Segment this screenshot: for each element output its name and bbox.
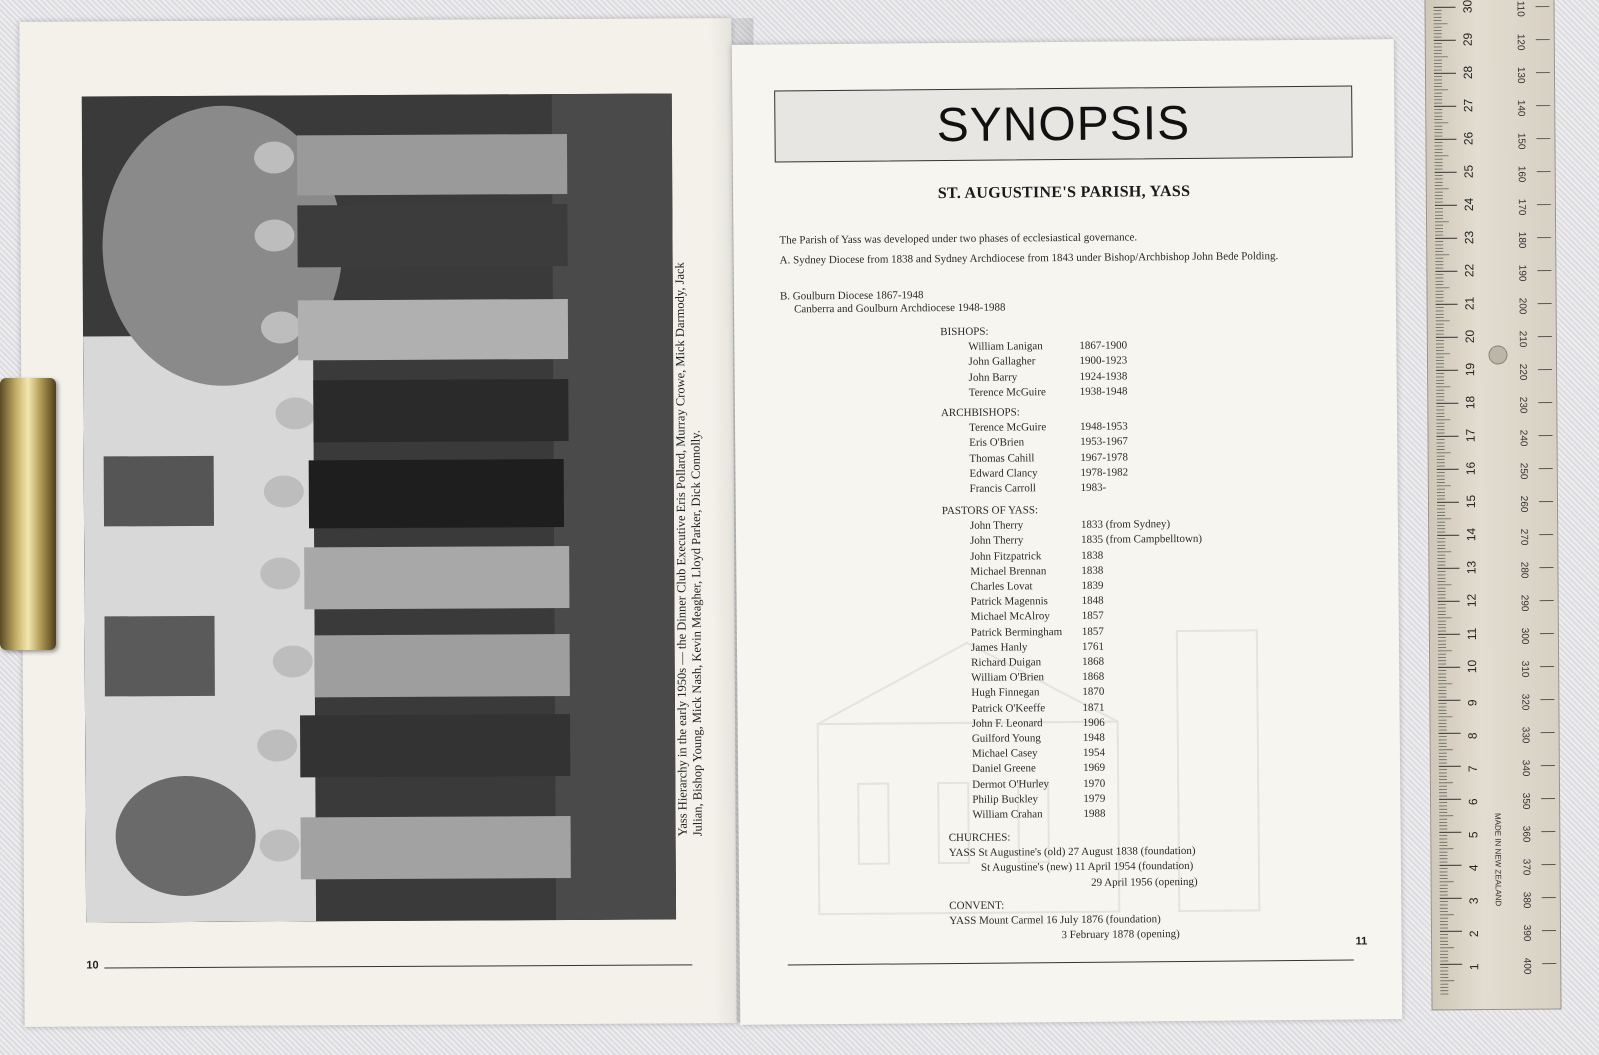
ruler-mm-label: 300 xyxy=(1518,627,1530,645)
ruler-cm-label: 25 xyxy=(1461,164,1476,179)
ruler-cm-label: 21 xyxy=(1462,296,1477,311)
page-number-right: 11 xyxy=(1355,935,1368,948)
ruler-cm-label: 10 xyxy=(1465,659,1480,674)
pastor-years: 1954 xyxy=(1082,746,1105,760)
bishops-section xyxy=(940,321,1361,401)
pastor-name: William O'Brien xyxy=(971,671,1045,685)
churches-line-2: St Augustine's (new) 11 April 1954 (foundation) xyxy=(980,860,1194,875)
pastor-years: 1871 xyxy=(1082,701,1105,714)
pastor-name: John F. Leonard xyxy=(971,717,1043,730)
ruler-cm-label: 15 xyxy=(1463,494,1479,509)
pastor-years: 1969 xyxy=(1083,762,1106,775)
ruler-mm-label: 400 xyxy=(1521,957,1533,975)
archbishop-name: Terence McGuire xyxy=(969,421,1047,435)
ruler xyxy=(1424,0,1561,1010)
ruler-cm-label: 5 xyxy=(1466,831,1481,839)
archbishop-years: 1983- xyxy=(1080,481,1107,494)
pastor-years: 1838 xyxy=(1081,549,1104,562)
ruler-cm-label: 19 xyxy=(1463,362,1478,377)
archbishop-name: Francis Carroll xyxy=(969,482,1036,495)
ruler-mm-label: 140 xyxy=(1515,99,1527,117)
ruler-mm-label: 130 xyxy=(1514,66,1527,84)
page-number-left: 10 xyxy=(86,959,99,972)
pastor-years: 1906 xyxy=(1082,716,1105,729)
pastor-name: Philip Buckley xyxy=(972,793,1039,806)
bishops-heading: BISHOPS: xyxy=(940,325,989,339)
ruler-cm-label: 6 xyxy=(1466,798,1481,806)
archbishop-years: 1948-1953 xyxy=(1080,420,1128,434)
ruler-cm-label: 13 xyxy=(1464,560,1479,575)
caption-line-2: Julian, Bishop Young, Mick Nash, Kevin Meagher, Lloyd Parker, Dick Connolly. xyxy=(688,430,705,837)
ruler-cm-label: 17 xyxy=(1463,428,1478,443)
churches-heading: CHURCHES: xyxy=(948,831,1011,845)
ruler-cm-label: 2 xyxy=(1466,930,1482,938)
pastor-years: 1948 xyxy=(1082,731,1105,744)
bishop-years: 1867-1900 xyxy=(1079,339,1128,353)
ruler-cm-label: 7 xyxy=(1465,765,1480,773)
archbishop-name: Edward Clancy xyxy=(969,467,1038,480)
archbishop-years: 1967-1978 xyxy=(1080,451,1129,464)
caption-line-1: Yass Hierarchy in the early 1950s — the Dinner Club Executive Eris Pollard, Murray Crowe, Mick Darmody, Jack xyxy=(672,262,690,837)
bishop-years: 1938-1948 xyxy=(1079,385,1128,398)
churches-line-3: 29 April 1956 (opening) xyxy=(1091,875,1198,889)
page-subtitle: ST. AUGUSTINE'S PARISH, YASS xyxy=(937,182,1191,203)
ruler-mm-label: 160 xyxy=(1515,165,1527,183)
ruler-cm-label: 11 xyxy=(1464,627,1479,641)
convent-line-2: 3 February 1878 (opening) xyxy=(1061,928,1180,942)
pastor-years: 1870 xyxy=(1082,686,1105,699)
pastor-name: William Crahan xyxy=(972,808,1043,821)
ruler-mm-label: 110 xyxy=(1514,0,1526,17)
pastor-years: 1988 xyxy=(1083,807,1106,820)
intro-paragraph: The Parish of Yass was developed under two phases of ecclesiastical governance. xyxy=(779,231,1138,247)
pastor-years: 1839 xyxy=(1081,579,1104,592)
pastor-name: John Therry xyxy=(969,519,1024,533)
paragraph-b-line-2: Canberra and Goulburn Archdiocese 1948-1988 xyxy=(793,301,1006,316)
ruler-mm-label: 240 xyxy=(1517,429,1529,447)
bishop-name: John Barry xyxy=(968,371,1018,384)
ruler-cm-label: 9 xyxy=(1465,699,1480,707)
pastor-name: James Hanly xyxy=(970,641,1028,654)
ruler-mm-label: 380 xyxy=(1520,891,1532,909)
pastor-name: Guilford Young xyxy=(971,732,1041,745)
pastor-name: Patrick Bermingham xyxy=(970,625,1063,639)
ruler-brand-text: MADE IN NEW ZEALAND xyxy=(1493,812,1503,907)
group-photograph xyxy=(82,93,676,922)
ruler-mm-label: 180 xyxy=(1516,231,1528,249)
paragraph-b xyxy=(780,285,1354,316)
paragraph-b-line-1: B. Goulburn Diocese 1867-1948 xyxy=(779,289,924,303)
pastor-years: 1970 xyxy=(1083,777,1106,790)
pastors-section xyxy=(942,500,1365,823)
pastor-years: 1868 xyxy=(1082,655,1105,668)
pastor-name: Dermot O'Hurley xyxy=(972,777,1050,791)
convent-section xyxy=(949,895,1389,944)
archbishops-heading: ARCHBISHOPS: xyxy=(940,406,1020,420)
pastor-years: 1761 xyxy=(1081,640,1105,653)
ruler-mm-label: 280 xyxy=(1518,561,1530,579)
footer-rule-right xyxy=(788,960,1354,966)
ruler-mm-label: 350 xyxy=(1520,792,1532,810)
archbishop-name: Thomas Cahill xyxy=(969,451,1035,465)
ruler-cm-label: 22 xyxy=(1462,263,1477,278)
ruler-mm-label: 340 xyxy=(1519,759,1531,777)
ruler-cm-label: 30 xyxy=(1460,0,1475,14)
archbishop-years: 1978-1982 xyxy=(1080,466,1129,479)
pastor-name: John Therry xyxy=(970,534,1024,548)
ruler-cm-label: 26 xyxy=(1461,131,1476,146)
archbishop-name: Eris O'Brien xyxy=(969,436,1025,450)
pastor-name: Michael Brennan xyxy=(970,564,1047,578)
ruler-cm-label: 1 xyxy=(1467,963,1482,971)
ruler-mm-label: 320 xyxy=(1519,693,1531,711)
ruler-mm-label: 150 xyxy=(1515,132,1527,150)
pastor-name: Patrick O'Keeffe xyxy=(971,701,1046,715)
ruler-mm-label: 210 xyxy=(1516,330,1528,348)
ruler-mm-label: 200 xyxy=(1516,297,1528,315)
pastor-years: 1835 (from Campbelltown) xyxy=(1081,533,1203,547)
archbishop-years: 1953-1967 xyxy=(1080,435,1128,449)
ruler-mm-label: 250 xyxy=(1517,462,1529,480)
title-box xyxy=(774,85,1353,162)
convent-line-1: YASS Mount Carmel 16 July 1876 (foundation) xyxy=(949,913,1161,928)
archbishops-section xyxy=(941,402,1362,497)
pastor-years: 1868 xyxy=(1082,670,1105,684)
churches-section xyxy=(949,827,1390,892)
binder-clip xyxy=(0,378,56,650)
ruler-cm-label: 20 xyxy=(1462,329,1477,344)
pastor-years: 1979 xyxy=(1083,792,1106,805)
churches-line-1: YASS St Augustine's (old) 27 August 1838 (foundation) xyxy=(948,845,1196,860)
ruler-mm-label: 390 xyxy=(1520,924,1533,942)
pastor-name: Michael Casey xyxy=(971,747,1038,761)
ruler-mm-label: 190 xyxy=(1516,264,1528,282)
ruler-mm-label: 270 xyxy=(1518,528,1530,546)
pastor-name: Michael McAlroy xyxy=(970,610,1050,624)
pastors-heading: PASTORS OF YASS: xyxy=(941,504,1039,518)
ruler-cm-label: 28 xyxy=(1460,65,1476,80)
ruler-cm-label: 4 xyxy=(1466,864,1481,872)
pastor-name: Charles Lovat xyxy=(970,580,1033,593)
page-title: SYNOPSIS xyxy=(936,96,1191,152)
ruler-mm-label: 360 xyxy=(1520,825,1532,843)
ruler-mm-label: 260 xyxy=(1517,495,1530,513)
ruler-mm-label: 120 xyxy=(1514,33,1526,51)
ruler-cm-label: 12 xyxy=(1464,593,1479,608)
bishop-name: John Gallagher xyxy=(968,355,1036,369)
ruler-mm-label: 310 xyxy=(1519,660,1531,678)
archbishop-row xyxy=(942,478,1362,497)
bishop-name: William Lanigan xyxy=(968,340,1043,354)
bishop-name: Terence McGuire xyxy=(968,385,1046,399)
ruler-cm-label: 3 xyxy=(1466,897,1481,905)
left-page xyxy=(19,18,736,1027)
ruler-cm-label: 27 xyxy=(1461,98,1476,113)
ruler-mm-label: 370 xyxy=(1520,858,1532,876)
ruler-mm-label: 290 xyxy=(1518,594,1530,612)
pastor-name: Hugh Finnegan xyxy=(971,686,1040,700)
bishop-years: 1924-1938 xyxy=(1079,370,1128,383)
pastor-years: 1848 xyxy=(1081,594,1104,608)
convent-heading: CONVENT: xyxy=(949,899,1005,913)
pastor-years: 1857 xyxy=(1081,610,1104,623)
ruler-cm-label: 16 xyxy=(1463,461,1478,476)
pastor-name: Patrick Magennis xyxy=(970,595,1048,609)
ruler-mm-label: 170 xyxy=(1515,198,1527,216)
paragraph-a: A. Sydney Diocese from 1838 and Sydney Archdiocese from 1843 under Bishop/Archbishop John Bede Polding. xyxy=(779,250,1279,267)
ruler-mm-label: 230 xyxy=(1517,396,1529,414)
footer-rule-left xyxy=(104,964,692,968)
ruler-cm-label: 24 xyxy=(1461,197,1476,212)
right-page xyxy=(732,39,1403,1025)
pastor-name: Richard Duigan xyxy=(971,656,1042,669)
pastor-name: Daniel Greene xyxy=(972,762,1036,776)
ruler-hole xyxy=(1489,346,1507,364)
ruler-mm-label: 330 xyxy=(1519,726,1531,744)
pastor-years: 1833 (from Sydney) xyxy=(1080,518,1171,532)
bishop-years: 1900-1923 xyxy=(1079,354,1128,368)
pastor-years: 1838 xyxy=(1081,564,1104,577)
pastor-name: John Fitzpatrick xyxy=(970,549,1042,563)
ruler-mm-label: 220 xyxy=(1517,363,1529,381)
ruler-cm-label: 29 xyxy=(1460,32,1475,47)
ruler-cm-label: 18 xyxy=(1463,395,1478,410)
pastor-years: 1857 xyxy=(1081,625,1104,638)
ruler-cm-label: 14 xyxy=(1464,527,1479,542)
ruler-cm-label: 23 xyxy=(1462,230,1477,245)
ruler-cm-label: 8 xyxy=(1465,732,1480,740)
bishop-row xyxy=(941,382,1361,401)
